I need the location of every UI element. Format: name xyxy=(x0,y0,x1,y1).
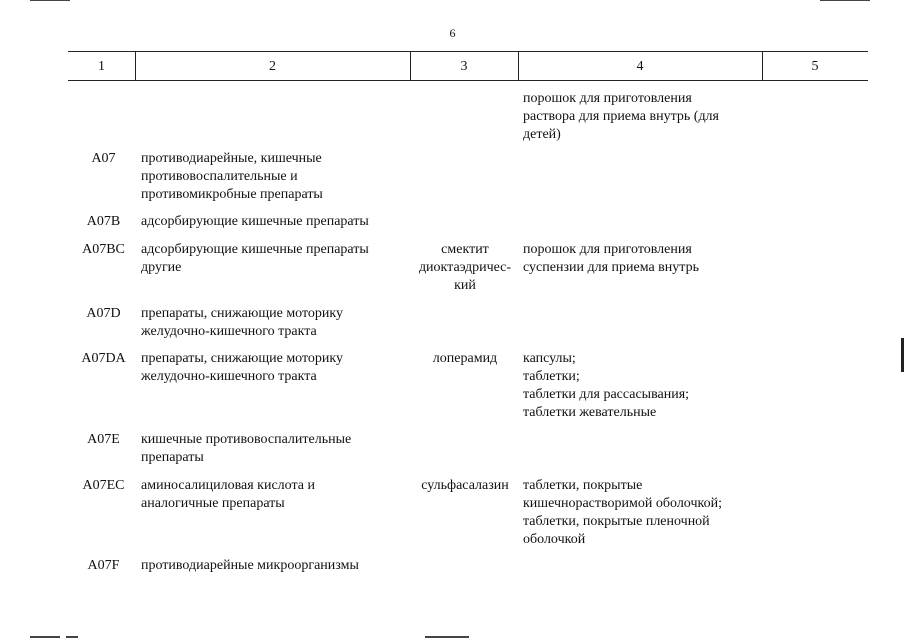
table-header-col-4: 4 xyxy=(518,52,763,80)
dosage-form-line: таблетки; xyxy=(523,369,580,384)
atc-name-line: противодиарейные, кишечные xyxy=(141,151,322,166)
dosage-form-line: раствора для приема внутрь (для xyxy=(523,109,719,124)
dosage-form-cell xyxy=(523,477,763,549)
scan-edge-mark-top-right xyxy=(820,0,870,1)
atc-name-line: препараты xyxy=(141,450,204,465)
atc-name-line: препараты, снижающие моторику xyxy=(141,351,344,366)
dosage-form-line: кишечнорастворимой оболочкой; xyxy=(523,496,722,511)
atc-code-cell: A07DA xyxy=(81,351,126,366)
atc-name-line: противодиарейные микроорганизмы xyxy=(141,558,359,573)
scan-edge-mark-right xyxy=(901,338,904,372)
atc-name-line: адсорбирующие кишечные препараты xyxy=(141,214,369,229)
scan-edge-mark-bottom-left xyxy=(30,636,60,638)
substance-cell xyxy=(412,241,518,295)
dosage-form-line: порошок для приготовления xyxy=(523,242,692,257)
atc-name-line: противомикробные препараты xyxy=(141,187,323,202)
dosage-form-line: таблетки, покрытые xyxy=(523,478,643,493)
atc-name-line: кишечные противовоспалительные xyxy=(141,432,352,447)
table-header-col-5: 5 xyxy=(811,59,819,74)
atc-name-cell xyxy=(141,150,406,204)
atc-name-cell xyxy=(141,241,406,277)
atc-code-cell: A07 xyxy=(91,151,116,166)
substance-line: кий xyxy=(454,278,476,293)
atc-code-cell: A07B xyxy=(86,214,121,229)
substance-line: диоктаэдричес- xyxy=(418,260,512,275)
table-header-row xyxy=(68,51,868,81)
scan-edge-mark-bottom-left-2 xyxy=(66,636,78,638)
dosage-form-line: детей) xyxy=(523,127,561,142)
table-header-col-2: 2 xyxy=(135,52,411,80)
dosage-form-line: капсулы; xyxy=(523,351,576,366)
substance-cell xyxy=(412,477,518,495)
atc-name-line: противовоспалительные и xyxy=(141,169,298,184)
dosage-form-line: оболочкой xyxy=(523,532,586,547)
atc-name-line: желудочно-кишечного тракта xyxy=(141,369,317,384)
atc-name-line: аналогичные препараты xyxy=(141,496,285,511)
dosage-form-line: таблетки жевательные xyxy=(523,405,657,420)
dosage-form-line: таблетки, покрытые пленочной xyxy=(523,514,710,529)
atc-name-cell xyxy=(141,305,406,341)
atc-code-cell: A07F xyxy=(87,558,120,573)
dosage-form-cell xyxy=(523,350,763,422)
atc-name-cell xyxy=(141,557,406,575)
atc-name-cell xyxy=(141,477,406,513)
atc-name-cell xyxy=(141,431,406,467)
substance-line: смектит xyxy=(441,242,489,257)
substance-cell xyxy=(412,350,518,368)
page-number: 6 xyxy=(449,26,456,40)
table-header-col-1: 1 xyxy=(68,52,136,80)
substance-line: сульфасалазин xyxy=(421,478,509,493)
atc-code-cell: A07D xyxy=(86,306,121,321)
substance-line: лоперамид xyxy=(432,351,498,366)
atc-code-cell: A07EC xyxy=(82,478,125,493)
atc-name-cell xyxy=(141,350,406,386)
dosage-form-cell xyxy=(523,241,763,277)
dosage-form-line: порошок для приготовления xyxy=(523,91,692,106)
atc-name-line: другие xyxy=(141,260,182,275)
atc-name-cell xyxy=(141,213,406,231)
table-header-col-3: 3 xyxy=(410,52,519,80)
atc-name-line: адсорбирующие кишечные препараты xyxy=(141,242,369,257)
atc-code-cell: A07BC xyxy=(82,242,125,257)
dosage-form-cell xyxy=(523,90,763,144)
atc-name-line: желудочно-кишечного тракта xyxy=(141,324,317,339)
scan-edge-mark-bottom-center xyxy=(425,636,469,638)
atc-name-line: аминосалициловая кислота и xyxy=(141,478,315,493)
dosage-form-line: суспензии для приема внутрь xyxy=(523,260,699,275)
atc-code-cell: A07E xyxy=(87,432,120,447)
dosage-form-line: таблетки для рассасывания; xyxy=(523,387,690,402)
scan-edge-mark-top-left xyxy=(30,0,70,1)
atc-name-line: препараты, снижающие моторику xyxy=(141,306,344,321)
